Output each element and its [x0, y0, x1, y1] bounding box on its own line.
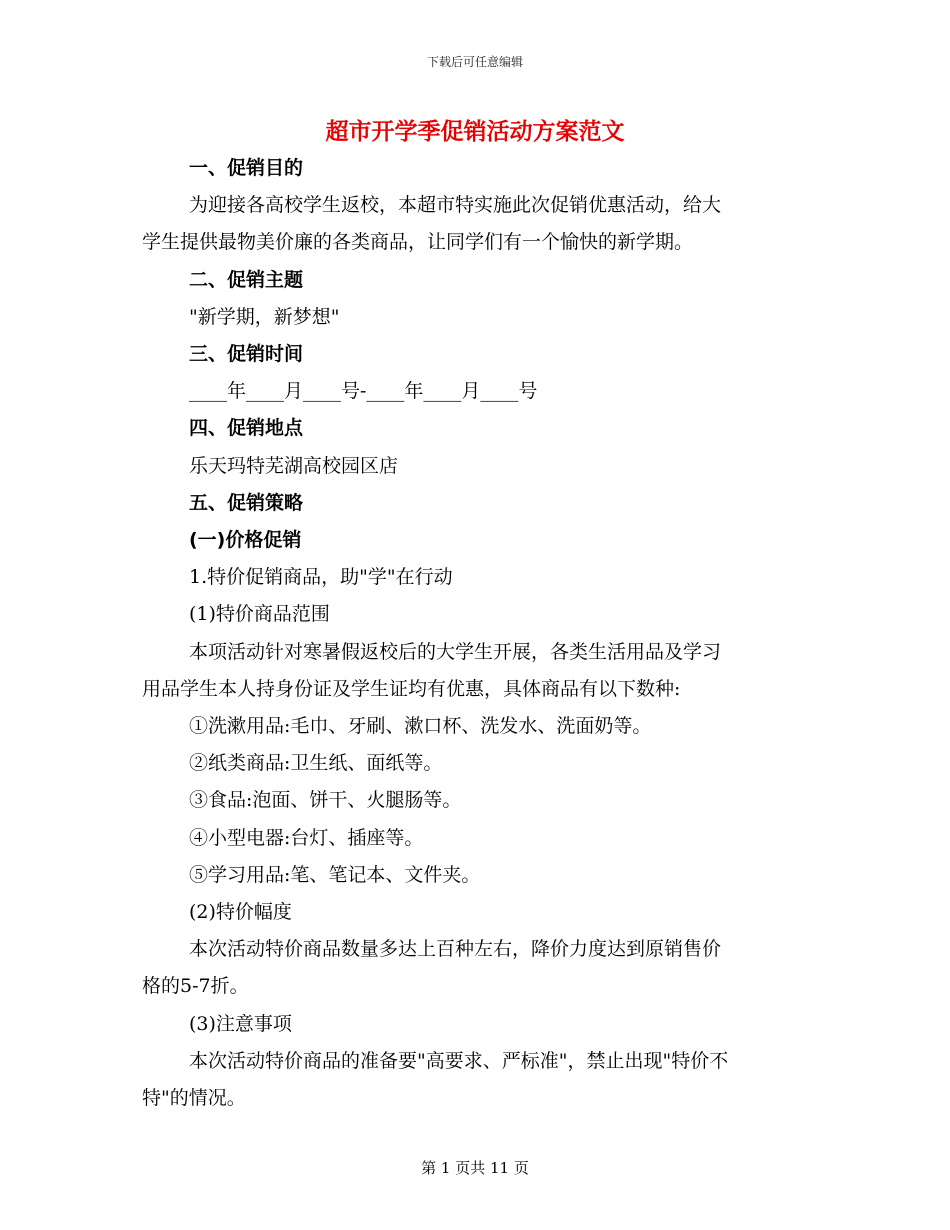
page-footer: 第 1 页共 11 页: [421, 1159, 529, 1177]
paragraph-line: ____年____月____号-____年____月____号: [189, 380, 538, 403]
section-heading: (一)价格促销: [189, 529, 302, 552]
paragraph-line: ③食品:泡面、饼干、火腿肠等。: [189, 789, 462, 812]
page-header: 下载后可任意编辑: [426, 55, 523, 69]
paragraph-line: 1.特价促销商品，助"学"在行动: [189, 566, 453, 589]
paragraph-line: ④小型电器:台灯、插座等。: [189, 826, 424, 849]
paragraph-line: 用品学生本人持身份证及学生证均有优惠，具体商品有以下数种:: [142, 677, 681, 700]
section-heading: 一、促销目的: [189, 157, 304, 179]
document-body: [142, 150, 812, 1117]
paragraph-line: 格的5-7折。: [142, 975, 249, 998]
paragraph-line: (2)特价幅度: [189, 901, 292, 924]
paragraph-line: 学生提供最物美价廉的各类商品，让同学们有一个愉快的新学期。: [142, 231, 694, 254]
section-heading: 三、促销时间: [189, 343, 304, 366]
paragraph-line: "新学期，新梦想": [189, 305, 340, 328]
paragraph-line: ①洗漱用品:毛巾、牙刷、漱口杯、洗发水、洗面奶等。: [189, 715, 652, 738]
paragraph-line: 本次活动特价商品的准备要"高要求、严标准"，禁止出现"特价不: [189, 1049, 729, 1072]
paragraph-line: 乐天玛特芜湖高校园区店: [189, 454, 399, 477]
section-heading: 四、促销地点: [189, 417, 304, 440]
paragraph-line: 为迎接各高校学生返校，本超市特实施此次促销优惠活动，给大: [189, 194, 722, 217]
document-title: 超市开学季促销活动方案范文: [325, 118, 625, 145]
paragraph-line: ②纸类商品:卫生纸、面纸等。: [189, 752, 443, 775]
paragraph-line: ⑤学习用品:笔、笔记本、文件夹。: [189, 863, 481, 886]
paragraph-line: (3)注意事项: [189, 1012, 292, 1035]
section-heading: 二、促销主题: [189, 268, 304, 291]
paragraph-line: 特"的情况。: [142, 1087, 246, 1110]
section-heading: 五、促销策略: [189, 491, 304, 514]
paragraph-line: 本项活动针对寒暑假返校后的大学生开展，各类生活用品及学习: [189, 640, 722, 663]
paragraph-line: 本次活动特价商品数量多达上百种左右，降价力度达到原销售价: [189, 938, 722, 961]
paragraph-line: (1)特价商品范围: [189, 603, 330, 626]
